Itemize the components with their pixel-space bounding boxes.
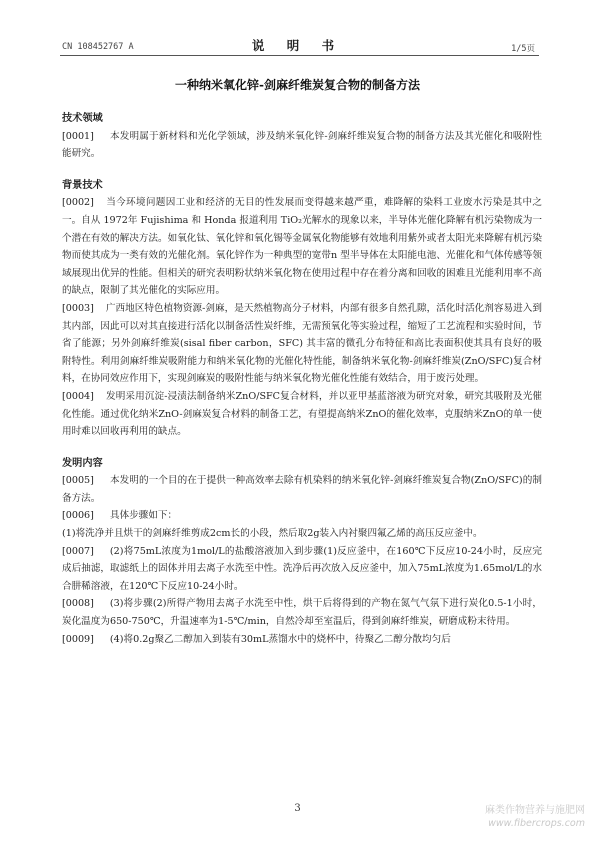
paragraph-number: [0007]	[62, 545, 94, 557]
document-type-title: 说 明 书	[251, 38, 344, 53]
paragraph-number: [0001]	[62, 130, 94, 142]
paragraph-0005	[62, 472, 542, 507]
paragraph-number: [0004]	[62, 390, 94, 402]
watermark-url: www.fibercrops.com	[488, 818, 585, 829]
document-number: CN 108452767 A	[62, 42, 134, 52]
patent-title: 一种纳米氧化锌-剑麻纤维炭复合物的制备方法	[175, 78, 420, 92]
paragraph-number: [0009]	[62, 633, 94, 645]
paragraph-0002	[62, 194, 542, 300]
paragraph-number: [0008]	[62, 598, 94, 610]
watermark-site-name: 麻类作物营养与施肥网	[485, 805, 585, 816]
paragraph-number: [0005]	[62, 475, 94, 487]
paragraph-0006	[62, 507, 542, 525]
paragraph-number: [0006]	[62, 510, 94, 522]
paragraph-number: [0002]	[62, 197, 94, 209]
paragraph-0009	[62, 631, 542, 649]
document-body	[62, 110, 542, 648]
paragraph-text: 具体步骤如下：	[109, 510, 178, 522]
page-info: 1/5页	[511, 44, 535, 54]
paragraph-0008	[62, 595, 542, 630]
paragraph-text: 本发明属于新材料和光化学领域，涉及纳米氧化锌-剑麻纤维炭复合物的制备方法及其光催化和吸附性能研究。	[62, 130, 542, 160]
paragraph-text: 当今环境问题因工业和经济的无目的性发展而变得越来越严重，难降解的染料工业废水污染是其中之一。自从 1972年 Fujishima 和 Honda 报道利用 TiO₂光解水的现象以来，半导体光催化降解有机污染物成为一个潜在有效的解决方法。如氧化钛、氧化锌和氧化锡等金属氧化物能够有效地利用紫外或者太阳光来降解有机污染物而使其成为一类有效的光催化剂。氧化锌作为一种典型的宽带n 型半导体在太阳能电池、光催化和气体传感等领域展现出优异的性能。但相关的研究表明粉状纳米氧化物在使用过程中存在着分离和回收的困难且光能利用率不高的缺点，限制了其光催化的实际应用。	[62, 197, 542, 297]
site-watermark	[485, 804, 585, 830]
paragraph-text: (4)将0.2g聚乙二醇加入到装有30mL蒸馏水中的烧杯中，待聚乙二醇分散均匀后	[109, 633, 451, 645]
section-heading-background: 背景技术	[62, 178, 103, 191]
paragraph-0004	[62, 388, 542, 441]
page-number: 3	[294, 803, 301, 814]
step-1: (1)将洗净并且烘干的剑麻纤维剪成2cm长的小段，然后取2g装入内衬聚四氟乙烯的高压反应釜中。	[62, 528, 483, 540]
paragraph-text: 广西地区特色植物资源-剑麻，是天然植物高分子材料，内部有很多自然孔隙，活化时活化剂容易进入到其内部，因此可以对其直接进行活化以制备活性炭纤维，无需预氧化等实验过程，缩短了工艺流程和实验时间，节省了能源；另外剑麻纤维炭(sisal fiber carbon，SFC) 其丰富的微孔分布特征和高比表面积使其具有良好的吸附特性。利用剑麻纤维炭吸附能力和纳米氧化物的光催化特性能，制备纳米氧化物-剑麻纤维炭(ZnO/SFC)复合材料，在协同效应作用下，实现剑麻炭的吸附性能与纳米氧化物光催化性能有效结合，用于废污处理。	[62, 302, 542, 385]
paragraph-text: (2)将75mL浓度为1mol/L的盐酸溶液加入到步骤(1)反应釜中，在160℃下反应10-24小时，反应完成后抽滤，取滤纸上的固体并用去离子水洗至中性。洗净后再次放入反应釜中，加入75mL浓度为1.65mol/L的水合肼稀溶液，在120℃下反应10-24小时。	[62, 545, 542, 592]
paragraph-number: [0003]	[62, 302, 94, 314]
paragraph-text: 发明采用沉淀-浸渍法制备纳米ZnO/SFC复合材料，并以亚甲基蓝溶液为研究对象，研究其吸附及光催化性能。通过优化纳米ZnO-剑麻炭复合材料的制备工艺，有望提高纳米ZnO的催化效率，克服纳米ZnO的单一使用时难以回收再利用的缺点。	[62, 390, 542, 438]
paragraph-text: 本发明的一个目的在于提供一种高效率去除有机染料的纳米氧化锌-剑麻纤维炭复合物(ZnO/SFC)的制备方法。	[62, 475, 542, 504]
paragraph-0003	[62, 300, 542, 388]
paragraph-text: (3)将步骤(2)所得产物用去离子水洗至中性，烘干后将得到的产物在氮气气氛下进行炭化0.5-1小时，炭化温度为650-750℃，升温速率为1-5℃/min，自然冷却至室温后，得到剑麻纤维炭，研磨成粉末待用。	[62, 598, 542, 628]
section-heading-tech-field: 技术领域	[62, 112, 103, 124]
paragraph-0007	[62, 543, 542, 596]
section-heading-invention: 发明内容	[62, 456, 103, 469]
header-divider	[60, 55, 539, 56]
paragraph-0001	[62, 128, 542, 163]
